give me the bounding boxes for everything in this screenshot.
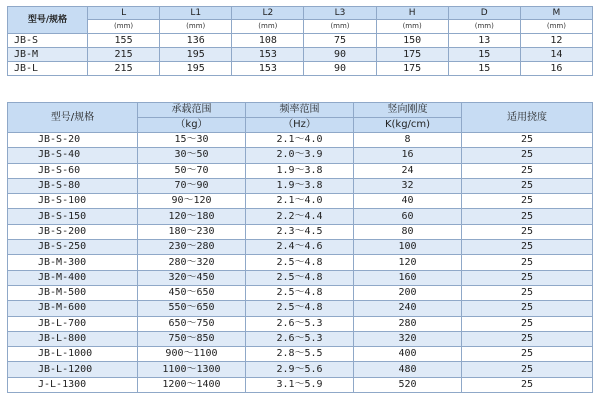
performance-table [7, 102, 593, 393]
stiffness-cell: 280 [354, 316, 462, 331]
dim-col-header: L [88, 7, 160, 20]
vertical-stiffness-header: 竖向刚度 [354, 103, 462, 118]
load-range-cell: 70～90 [138, 178, 246, 193]
deflection-cell: 25 [462, 331, 593, 346]
dim-value-cell: 175 [376, 62, 448, 76]
stiffness-cell: 120 [354, 255, 462, 270]
deflection-cell: 25 [462, 347, 593, 362]
deflection-cell: 25 [462, 209, 593, 224]
frequency-range-cell: 2.1～4.0 [246, 133, 354, 148]
frequency-range-cell: 3.1～5.9 [246, 377, 354, 392]
load-range-cell: 900～1100 [138, 347, 246, 362]
model-cell: JB-M-400 [8, 270, 138, 285]
dim-value-cell: 15 [448, 48, 520, 62]
load-range-cell: 450～650 [138, 285, 246, 300]
dim-value-cell: 108 [232, 34, 304, 48]
dim-col-unit: (mm) [160, 20, 232, 34]
model-cell: JB-S-80 [8, 178, 138, 193]
dim-value-cell: 15 [448, 62, 520, 76]
table-row [8, 209, 593, 224]
table-row [8, 331, 593, 346]
load-range-cell: 30～50 [138, 148, 246, 163]
model-cell: JB-L-700 [8, 316, 138, 331]
table-row [8, 34, 593, 48]
table-row [8, 62, 593, 76]
table-row [8, 133, 593, 148]
load-range-cell: 1200～1400 [138, 377, 246, 392]
frequency-range-cell: 2.2～4.4 [246, 209, 354, 224]
load-range-cell: 550～650 [138, 301, 246, 316]
model-cell: JB-L-800 [8, 331, 138, 346]
load-range-header: 承载范围 [138, 103, 246, 118]
frequency-range-cell: 1.9～3.8 [246, 163, 354, 178]
deflection-cell: 25 [462, 178, 593, 193]
dim-col-unit: (mm) [232, 20, 304, 34]
dim-value-cell: 150 [376, 34, 448, 48]
stiffness-unit: K(kg/cm) [354, 118, 462, 133]
table-row [8, 240, 593, 255]
dim-col-header: H [376, 7, 448, 20]
stiffness-cell: 32 [354, 178, 462, 193]
table-row [8, 301, 593, 316]
deflection-cell: 25 [462, 240, 593, 255]
dim-value-cell: 136 [160, 34, 232, 48]
deflection-cell: 25 [462, 163, 593, 178]
load-range-cell: 750～850 [138, 331, 246, 346]
deflection-cell: 25 [462, 301, 593, 316]
dim-col-header: L3 [304, 7, 376, 20]
model-cell: JB-S-40 [8, 148, 138, 163]
stiffness-cell: 400 [354, 347, 462, 362]
table-row [8, 362, 593, 377]
table-row [8, 347, 593, 362]
dim-value-cell: 14 [520, 48, 592, 62]
model-cell: JB-M-600 [8, 301, 138, 316]
stiffness-cell: 16 [354, 148, 462, 163]
table-row [8, 255, 593, 270]
performance-header-row [8, 103, 593, 118]
dimensions-table [7, 6, 593, 76]
dimensions-unit-row [8, 20, 593, 34]
dim-value-cell: 195 [160, 62, 232, 76]
stiffness-cell: 8 [354, 133, 462, 148]
stiffness-cell: 240 [354, 301, 462, 316]
deflection-cell: 25 [462, 133, 593, 148]
load-range-cell: 90～120 [138, 194, 246, 209]
stiffness-cell: 160 [354, 270, 462, 285]
model-cell: JB-S-200 [8, 224, 138, 239]
dim-col-unit: (mm) [520, 20, 592, 34]
stiffness-cell: 480 [354, 362, 462, 377]
dim-value-cell: 90 [304, 62, 376, 76]
dim-value-cell: 195 [160, 48, 232, 62]
dim-value-cell: 153 [232, 48, 304, 62]
deflection-cell: 25 [462, 194, 593, 209]
dim-col-header: L2 [232, 7, 304, 20]
dim-value-cell: 215 [88, 48, 160, 62]
table-row [8, 316, 593, 331]
stiffness-cell: 80 [354, 224, 462, 239]
stiffness-cell: 24 [354, 163, 462, 178]
load-range-cell: 50～70 [138, 163, 246, 178]
frequency-range-cell: 2.1～4.0 [246, 194, 354, 209]
dim-col-unit: (mm) [304, 20, 376, 34]
load-range-cell: 650～750 [138, 316, 246, 331]
deflection-cell: 25 [462, 270, 593, 285]
model-cell: JB-S [8, 34, 88, 48]
dim-value-cell: 12 [520, 34, 592, 48]
model-spec-header: 型号/规格 [8, 103, 138, 133]
dim-col-header: D [448, 7, 520, 20]
dim-value-cell: 75 [304, 34, 376, 48]
deflection-cell: 25 [462, 148, 593, 163]
dim-value-cell: 155 [88, 34, 160, 48]
frequency-range-cell: 2.5～4.8 [246, 270, 354, 285]
dim-col-header: L1 [160, 7, 232, 20]
dim-col-header: M [520, 7, 592, 20]
table-row [8, 48, 593, 62]
dim-value-cell: 90 [304, 48, 376, 62]
model-cell: JB-M-300 [8, 255, 138, 270]
frequency-range-cell: 2.5～4.8 [246, 255, 354, 270]
frequency-range-cell: 2.6～5.3 [246, 331, 354, 346]
table-row [8, 285, 593, 300]
model-cell: JB-L-1000 [8, 347, 138, 362]
stiffness-cell: 100 [354, 240, 462, 255]
frequency-range-cell: 2.0～3.9 [246, 148, 354, 163]
table-row [8, 163, 593, 178]
deflection-cell: 25 [462, 285, 593, 300]
frequency-range-cell: 2.8～5.5 [246, 347, 354, 362]
table-row [8, 194, 593, 209]
model-cell: JB-L-1200 [8, 362, 138, 377]
dim-col-unit: (mm) [448, 20, 520, 34]
deflection-cell: 25 [462, 224, 593, 239]
table-row [8, 148, 593, 163]
dim-value-cell: 175 [376, 48, 448, 62]
model-cell: J-L-1300 [8, 377, 138, 392]
frequency-range-header: 频率范围 [246, 103, 354, 118]
dim-value-cell: 215 [88, 62, 160, 76]
table-row [8, 224, 593, 239]
dim-value-cell: 13 [448, 34, 520, 48]
frequency-range-cell: 2.3～4.5 [246, 224, 354, 239]
model-cell: JB-S-60 [8, 163, 138, 178]
load-range-cell: 320～450 [138, 270, 246, 285]
deflection-cell: 25 [462, 255, 593, 270]
table-row [8, 270, 593, 285]
frequency-range-cell: 2.4～4.6 [246, 240, 354, 255]
stiffness-cell: 60 [354, 209, 462, 224]
frequency-range-cell: 2.9～5.6 [246, 362, 354, 377]
load-range-cell: 180～230 [138, 224, 246, 239]
load-range-cell: 120～180 [138, 209, 246, 224]
frequency-range-cell: 1.9～3.8 [246, 178, 354, 193]
frequency-unit: （Hz） [246, 118, 354, 133]
load-range-cell: 15～30 [138, 133, 246, 148]
model-cell: JB-M-500 [8, 285, 138, 300]
stiffness-cell: 200 [354, 285, 462, 300]
load-range-cell: 280～320 [138, 255, 246, 270]
deflection-cell: 25 [462, 377, 593, 392]
model-cell: JB-S-250 [8, 240, 138, 255]
frequency-range-cell: 2.5～4.8 [246, 285, 354, 300]
model-spec-header: 型号/规格 [8, 7, 88, 34]
stiffness-cell: 520 [354, 377, 462, 392]
model-cell: JB-L [8, 62, 88, 76]
table-row [8, 377, 593, 392]
table-row [8, 178, 593, 193]
load-range-cell: 230～280 [138, 240, 246, 255]
model-cell: JB-S-20 [8, 133, 138, 148]
dimensions-header-row [8, 7, 593, 20]
dim-value-cell: 16 [520, 62, 592, 76]
model-cell: JB-M [8, 48, 88, 62]
dim-col-unit: (mm) [376, 20, 448, 34]
deflection-header: 适用挠度 [462, 103, 593, 133]
model-cell: JB-S-100 [8, 194, 138, 209]
load-unit: （kg） [138, 118, 246, 133]
model-cell: JB-S-150 [8, 209, 138, 224]
stiffness-cell: 40 [354, 194, 462, 209]
deflection-cell: 25 [462, 316, 593, 331]
deflection-cell: 25 [462, 362, 593, 377]
load-range-cell: 1100～1300 [138, 362, 246, 377]
frequency-range-cell: 2.5～4.8 [246, 301, 354, 316]
dim-value-cell: 153 [232, 62, 304, 76]
stiffness-cell: 320 [354, 331, 462, 346]
dim-col-unit: (mm) [88, 20, 160, 34]
frequency-range-cell: 2.6～5.3 [246, 316, 354, 331]
